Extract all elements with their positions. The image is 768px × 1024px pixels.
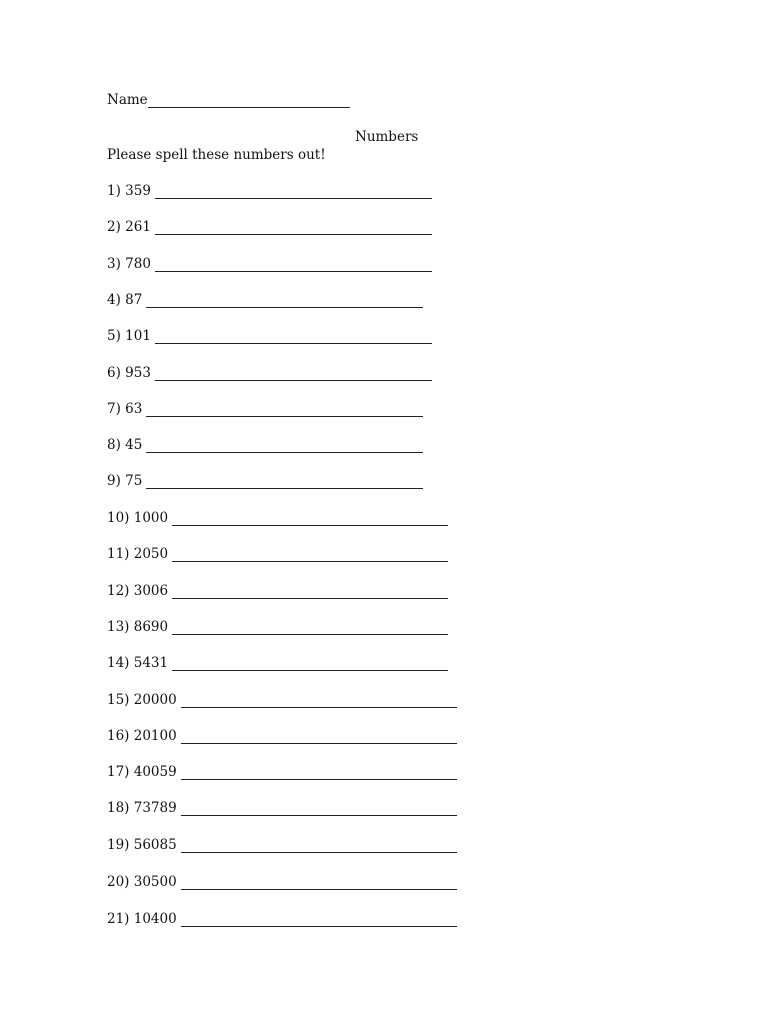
answer-blank-line[interactable] <box>172 656 448 671</box>
answer-blank-line[interactable] <box>172 511 448 526</box>
answer-blank-line[interactable] <box>146 402 423 417</box>
question-row <box>107 401 423 417</box>
question-row <box>107 183 432 199</box>
question-label: 14) 5431 <box>107 655 169 671</box>
answer-blank-line[interactable] <box>181 912 457 927</box>
question-row <box>107 256 432 272</box>
question-label: 18) 73789 <box>107 800 177 816</box>
question-row <box>107 473 423 489</box>
question-row <box>107 874 457 890</box>
answer-blank-line[interactable] <box>172 620 448 635</box>
question-row <box>107 510 448 526</box>
question-row <box>107 837 457 853</box>
instructions: Please spell these numbers out! <box>107 147 326 163</box>
question-row <box>107 800 457 816</box>
question-label: 5) 101 <box>107 328 151 344</box>
answer-blank-line[interactable] <box>155 257 432 272</box>
answer-blank-line[interactable] <box>155 184 432 199</box>
answer-blank-line[interactable] <box>155 366 432 381</box>
question-label: 17) 40059 <box>107 764 177 780</box>
answer-blank-line[interactable] <box>181 838 457 853</box>
answer-blank-line[interactable] <box>181 693 457 708</box>
question-label: 21) 10400 <box>107 911 177 927</box>
question-label: 19) 56085 <box>107 837 177 853</box>
question-label: 1) 359 <box>107 183 151 199</box>
question-row <box>107 911 457 927</box>
question-label: 20) 30500 <box>107 874 177 890</box>
answer-blank-line[interactable] <box>181 801 457 816</box>
question-label: 16) 20100 <box>107 728 177 744</box>
question-label: 3) 780 <box>107 256 151 272</box>
question-row <box>107 583 448 599</box>
question-row <box>107 692 457 708</box>
question-row <box>107 655 448 671</box>
question-row <box>107 619 448 635</box>
question-row <box>107 728 457 744</box>
question-label: 15) 20000 <box>107 692 177 708</box>
question-label: 10) 1000 <box>107 510 169 526</box>
question-row <box>107 328 432 344</box>
answer-blank-line[interactable] <box>172 547 448 562</box>
question-row <box>107 546 448 562</box>
question-row <box>107 365 432 381</box>
question-row <box>107 437 423 453</box>
question-label: 12) 3006 <box>107 583 169 599</box>
answer-blank-line[interactable] <box>181 729 457 744</box>
question-row <box>107 219 432 235</box>
answer-blank-line[interactable] <box>172 584 448 599</box>
question-label: 6) 953 <box>107 365 151 381</box>
worksheet-title: Numbers <box>355 129 419 145</box>
question-label: 2) 261 <box>107 219 151 235</box>
answer-blank-line[interactable] <box>146 474 423 489</box>
answer-blank-line[interactable] <box>181 875 457 890</box>
question-label: 9) 75 <box>107 473 143 489</box>
question-label: 7) 63 <box>107 401 143 417</box>
question-row <box>107 764 457 780</box>
answer-blank-line[interactable] <box>146 293 423 308</box>
answer-blank-line[interactable] <box>181 765 457 780</box>
name-row <box>107 92 350 108</box>
question-label: 11) 2050 <box>107 546 169 562</box>
answer-blank-line[interactable] <box>146 438 423 453</box>
answer-blank-line[interactable] <box>155 220 432 235</box>
question-label: 4) 87 <box>107 292 143 308</box>
question-label: 8) 45 <box>107 437 143 453</box>
question-label: 13) 8690 <box>107 619 169 635</box>
name-blank-line[interactable] <box>148 94 350 108</box>
question-row <box>107 292 423 308</box>
name-label: Name <box>107 92 148 108</box>
answer-blank-line[interactable] <box>155 329 432 344</box>
